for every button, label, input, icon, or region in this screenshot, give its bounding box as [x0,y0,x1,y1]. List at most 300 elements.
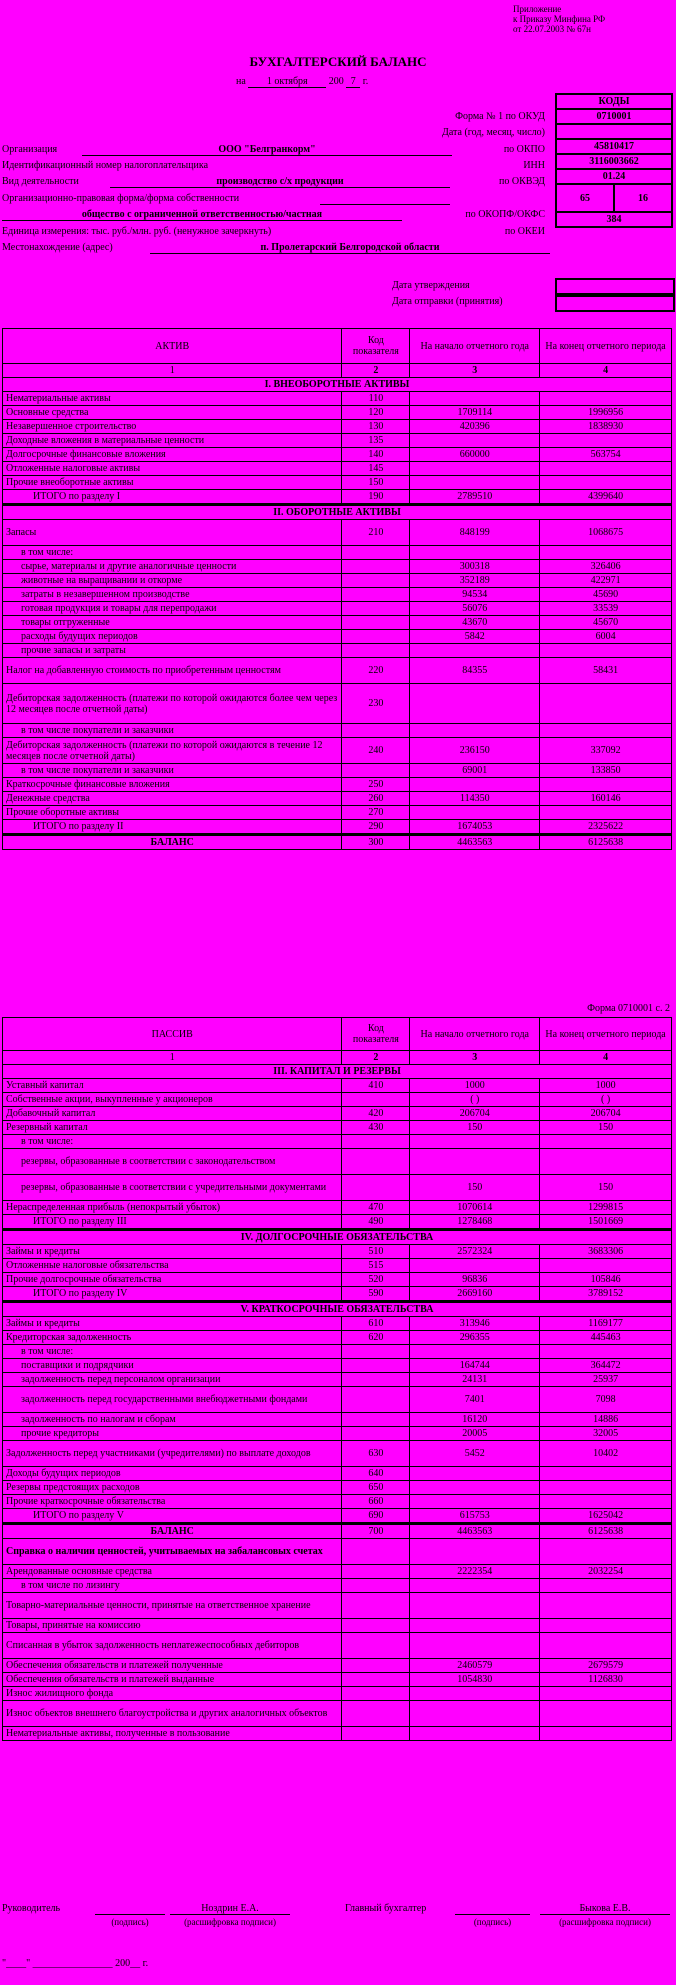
row-code [342,1149,410,1175]
date-prefix: на [236,76,246,87]
value-end: 14886 [540,1413,672,1427]
row-label: Займы и кредиты [3,1245,342,1259]
row-code: 515 [342,1259,410,1273]
row-code: 430 [342,1121,410,1135]
row-code: 150 [342,476,410,490]
col-header-end: На конец отчетного периода [540,1018,672,1051]
row-label: Обеспечения обязательств и платежей выданные [3,1673,342,1687]
table-row [3,1175,672,1201]
total-row [3,1509,672,1524]
table-row [3,658,672,684]
row-label: в том числе: [3,1135,342,1149]
value-begin [410,1593,540,1619]
row-label: в том числе: [3,1345,342,1359]
year-suffix: г. [362,76,369,87]
total-row [3,820,672,835]
value-end: 1000 [540,1079,672,1093]
value-end [540,1687,672,1701]
value-begin: 2572324 [410,1245,540,1259]
table-row [3,684,672,724]
row-label: ИТОГО по разделу II [3,820,342,835]
value-end [540,1701,672,1727]
row-code: 490 [342,1215,410,1230]
value-begin: 84355 [410,658,540,684]
total-row [3,1215,672,1230]
row-label: Товары, принятые на комиссию [3,1619,342,1633]
total-row [3,490,672,505]
value-end: 1996956 [540,406,672,420]
organization-name: ООО "Белгранкорм" [82,144,452,156]
row-label: резервы, образованные в соответствии с учредительными документами [3,1175,342,1201]
value-end: 326406 [540,560,672,574]
row-code [342,1687,410,1701]
col-header-code: Код показателя [342,1018,410,1051]
row-label: Справка о наличии ценностей, учитываемых на забалансовых счетах [3,1539,342,1565]
row-label: Добавочный капитал [3,1107,342,1121]
section-header-row [3,1302,672,1317]
value-begin: 2222354 [410,1565,540,1579]
appendix-note [513,4,605,34]
value-begin: 43670 [410,616,540,630]
row-label: Налог на добавленную стоимость по приобретенным ценностям [3,658,342,684]
row-code: 220 [342,658,410,684]
value-end: 45670 [540,616,672,630]
signature-date-line: "____" ________________ 200__ г. [2,1958,149,1969]
table-row [3,1701,672,1727]
row-label: Дебиторская задолженность (платежи по которой ожидаются более чем через 12 месяцев после отчетной даты) [3,684,342,724]
value-begin [410,1495,540,1509]
value-end [540,644,672,658]
row-code [342,588,410,602]
section-header-row [3,1230,672,1245]
row-code: 260 [342,792,410,806]
row-code: 270 [342,806,410,820]
row-code: 610 [342,1317,410,1331]
row-code: 290 [342,820,410,835]
row-label: в том числе покупатели и заказчики [3,724,342,738]
value-begin [410,644,540,658]
chief-label: Главный бухгалтер [345,1903,427,1914]
label-send-date: Дата отправки (принятия) [392,296,503,307]
value-end: 1068675 [540,520,672,546]
table-row [3,406,672,420]
col-num: 2 [342,364,410,378]
value-begin: 352189 [410,574,540,588]
value-end: 160146 [540,792,672,806]
col-num: 4 [540,364,672,378]
row-label: в том числе по лизингу [3,1579,342,1593]
value-begin: 1070614 [410,1201,540,1215]
table-row [3,764,672,778]
row-label: прочие запасы и затраты [3,644,342,658]
value-begin: 16120 [410,1413,540,1427]
value-begin [410,1701,540,1727]
table-row [3,420,672,434]
value-begin [410,476,540,490]
value-begin [410,1539,540,1565]
col-num: 1 [3,364,342,378]
row-label: Доходы будущих периодов [3,1467,342,1481]
value-end: 2032254 [540,1565,672,1579]
row-code: 470 [342,1201,410,1215]
col-num: 2 [342,1051,410,1065]
value-begin: 164744 [410,1359,540,1373]
value-end: 337092 [540,738,672,764]
table-row [3,434,672,448]
row-code: 120 [342,406,410,420]
row-label: Резервный капитал [3,1121,342,1135]
row-label: Кредиторская задолженность [3,1331,342,1345]
row-code: 620 [342,1331,410,1345]
value-end: 25937 [540,1373,672,1387]
value-begin: 2460579 [410,1659,540,1673]
row-label: резервы, образованные в соответствии с законодательством [3,1149,342,1175]
row-label: Прочие краткосрочные обязательства [3,1495,342,1509]
table-row [3,476,672,490]
code-okei: 384 [556,212,672,227]
value-end [540,476,672,490]
balance-row [3,1524,672,1539]
row-label: Дебиторская задолженность (платежи по которой ожидаются в течение 12 месяцев после отчетной даты) [3,738,342,764]
section-header-row [3,378,672,392]
value-end: 150 [540,1175,672,1201]
row-code: 190 [342,490,410,505]
value-begin: 2669160 [410,1287,540,1302]
value-begin [410,1727,540,1741]
col-header-code: Код показателя [342,329,410,364]
code-inn: 3116003662 [556,154,672,169]
row-label: Арендованные основные средства [3,1565,342,1579]
legal-form-value: общество с ограниченной ответственностью/частная [2,209,402,221]
row-code [342,574,410,588]
table-row [3,1633,672,1659]
value-begin: 20005 [410,1427,540,1441]
value-begin: 296355 [410,1331,540,1345]
row-code [342,560,410,574]
table-row [3,1107,672,1121]
value-end [540,1467,672,1481]
value-end: 45690 [540,588,672,602]
table-row [3,630,672,644]
col-num: 1 [3,1051,342,1065]
value-begin: 1709114 [410,406,540,420]
row-code [342,1727,410,1741]
row-label: Запасы [3,520,342,546]
table-row [3,392,672,406]
table-row [3,616,672,630]
row-code: 145 [342,462,410,476]
label-okopf: по ОКОПФ/ОКФС [465,209,545,220]
row-label: Денежные средства [3,792,342,806]
col-num: 3 [410,1051,540,1065]
value-end [540,1579,672,1593]
value-end: 1501669 [540,1215,672,1230]
approval-date-box [555,278,675,295]
label-date: Дата (год, месяц, число) [442,127,545,138]
row-code: 590 [342,1287,410,1302]
col-header-begin: На начало отчетного года [410,1018,540,1051]
value-begin: 69001 [410,764,540,778]
value-end: 1299815 [540,1201,672,1215]
value-end [540,778,672,792]
value-begin: 96836 [410,1273,540,1287]
row-code [342,1593,410,1619]
legal-form-line [320,204,450,205]
row-label: Резервы предстоящих расходов [3,1481,342,1495]
row-label: Отложенные налоговые активы [3,462,342,476]
value-begin [410,392,540,406]
table-row [3,602,672,616]
table-row [3,448,672,462]
row-code: 110 [342,392,410,406]
row-label: Прочие внеоборотные активы [3,476,342,490]
row-code: 690 [342,1509,410,1524]
balance-year: 7 [346,76,360,88]
row-code: 700 [342,1524,410,1539]
value-end: 2679579 [540,1659,672,1673]
label-okei: по ОКЕИ [504,226,545,237]
year-prefix: 200 [328,76,344,87]
row-code: 230 [342,684,410,724]
code-okud: 0710001 [556,109,672,124]
value-end: 364472 [540,1359,672,1373]
table-row [3,778,672,792]
liabilities-table [2,1017,672,1741]
table-row [3,1093,672,1107]
value-begin: 56076 [410,602,540,616]
section-header-row [3,505,672,520]
code-date [556,124,672,139]
section-title: II. ОБОРОТНЫЕ АКТИВЫ [3,505,672,520]
table-row [3,1481,672,1495]
value-end: 58431 [540,658,672,684]
row-label: расходы будущих периодов [3,630,342,644]
table-row [3,1673,672,1687]
row-label: Собственные акции, выкупленные у акционеров [3,1093,342,1107]
value-begin [410,1687,540,1701]
value-end: 422971 [540,574,672,588]
row-label: Доходные вложения в материальные ценности [3,434,342,448]
table-row [3,1593,672,1619]
form-continuation: Форма 0710001 с. 2 [587,1003,670,1014]
row-label: Прочие долгосрочные обязательства [3,1273,342,1287]
row-code: 240 [342,738,410,764]
value-end [540,546,672,560]
value-end: 1169177 [540,1317,672,1331]
total-row [3,1287,672,1302]
page-title: БУХГАЛТЕРСКИЙ БАЛАНС [249,54,427,69]
row-label: ИТОГО по разделу III [3,1215,342,1230]
table-row [3,1317,672,1331]
value-end [540,1259,672,1273]
value-begin [410,1619,540,1633]
row-label: Износ объектов внешнего благоустройства и других аналогичных объектов [3,1701,342,1727]
row-label: Товарно-материальные ценности, принятые на ответственное хранение [3,1593,342,1619]
row-code [342,1373,410,1387]
row-code [342,602,410,616]
row-code [342,616,410,630]
row-code [342,1565,410,1579]
row-code [342,1359,410,1373]
value-begin: 4463563 [410,1524,540,1539]
value-begin: 1674053 [410,820,540,835]
appendix-line-1: Приложение [513,4,562,14]
table-row [3,806,672,820]
row-code [342,1673,410,1687]
value-end: 1838930 [540,420,672,434]
row-code: 650 [342,1481,410,1495]
table-row [3,1273,672,1287]
row-code: 640 [342,1467,410,1481]
code-okved: 01.24 [556,169,672,184]
value-end: 206704 [540,1107,672,1121]
label-organization: Организация [2,144,58,155]
row-code [342,1701,410,1727]
value-end [540,724,672,738]
value-end: 6125638 [540,835,672,850]
row-code: 510 [342,1245,410,1259]
value-begin [410,462,540,476]
value-end [540,1619,672,1633]
value-end: 133850 [540,764,672,778]
value-begin [410,434,540,448]
value-end: 3789152 [540,1287,672,1302]
value-end [540,806,672,820]
row-label: Прочие оборотные активы [3,806,342,820]
assets-table [2,328,672,850]
value-begin: 7401 [410,1387,540,1413]
row-label: Основные средства [3,406,342,420]
table-row [3,1373,672,1387]
value-begin: 300318 [410,560,540,574]
value-end [540,462,672,476]
row-label: в том числе покупатели и заказчики [3,764,342,778]
table-row [3,1079,672,1093]
value-begin: 1278468 [410,1215,540,1230]
row-code [342,1175,410,1201]
row-label: задолженность по налогам и сборам [3,1413,342,1427]
address-value: п. Пролетарский Белгородской области [150,242,550,254]
row-code [342,764,410,778]
row-label: готовая продукция и товары для перепродажи [3,602,342,616]
value-end: 150 [540,1121,672,1135]
label-okpo: по ОКПО [503,144,545,155]
chief-sig-caption: (подпись) [473,1917,512,1927]
table-row [3,1427,672,1441]
row-label: поставщики и подрядчики [3,1359,342,1373]
row-label: сырье, материалы и другие аналогичные ценности [3,560,342,574]
balance-date-line [236,76,368,88]
value-begin: 5842 [410,630,540,644]
value-end [540,1495,672,1509]
section-title: III. КАПИТАЛ И РЕЗЕРВЫ [3,1065,672,1079]
row-label: Уставный капитал [3,1079,342,1093]
table-row [3,546,672,560]
row-label: ИТОГО по разделу IV [3,1287,342,1302]
table-row [3,1331,672,1345]
table-row [3,1345,672,1359]
row-code [342,1413,410,1427]
value-begin [410,1345,540,1359]
row-label: Долгосрочные финансовые вложения [3,448,342,462]
code-okfs: 16 [614,184,672,212]
table-row [3,644,672,658]
value-end: ( ) [540,1093,672,1107]
codes-table [555,93,673,228]
table-row [3,1659,672,1673]
code-okopf: 65 [556,184,614,212]
col-header-asset: АКТИВ [3,329,342,364]
value-end: 6004 [540,630,672,644]
table-row [3,1149,672,1175]
value-begin: ( ) [410,1093,540,1107]
section-title: V. КРАТКОСРОЧНЫЕ ОБЯЗАТЕЛЬСТВА [3,1302,672,1317]
row-code: 420 [342,1107,410,1121]
row-label: задолженность перед государственными внебюджетными фондами [3,1387,342,1413]
value-begin: 313946 [410,1317,540,1331]
table-row [3,1565,672,1579]
label-activity: Вид деятельности [2,176,79,187]
value-begin: 848199 [410,520,540,546]
row-code: 130 [342,420,410,434]
value-begin: 5452 [410,1441,540,1467]
row-label: Списанная в убыток задолженность неплатежеспособных дебиторов [3,1633,342,1659]
value-end: 445463 [540,1331,672,1345]
value-end: 32005 [540,1427,672,1441]
row-code [342,724,410,738]
table-row [3,1245,672,1259]
row-code [342,630,410,644]
value-end: 6125638 [540,1524,672,1539]
label-inn: ИНН [523,160,545,171]
row-label: Краткосрочные финансовые вложения [3,778,342,792]
value-begin [410,724,540,738]
value-end [540,1149,672,1175]
row-label: БАЛАНС [3,1524,342,1539]
col-header-begin: На начало отчетного года [410,329,540,364]
table-row [3,1619,672,1633]
value-end [540,684,672,724]
row-label: затраты в незавершенном производстве [3,588,342,602]
value-begin [410,778,540,792]
activity-value: производство с/х продукции [110,176,450,188]
col-header-liability: ПАССИВ [3,1018,342,1051]
row-label: Нематериальные активы, полученные в пользование [3,1727,342,1741]
row-code [342,1633,410,1659]
value-end [540,1481,672,1495]
col-header-end: На конец отчетного периода [540,329,672,364]
table-row [3,1441,672,1467]
row-code [342,1345,410,1359]
table-row [3,462,672,476]
row-code: 140 [342,448,410,462]
chief-signature-line [455,1914,530,1915]
value-begin: 206704 [410,1107,540,1121]
value-end [540,1633,672,1659]
value-end: 3683306 [540,1245,672,1259]
value-begin: 1000 [410,1079,540,1093]
value-begin: 150 [410,1175,540,1201]
row-code [342,1427,410,1441]
value-begin: 615753 [410,1509,540,1524]
value-begin: 660000 [410,448,540,462]
label-okud: Форма № 1 по ОКУД [455,111,545,122]
value-end [540,1135,672,1149]
value-begin [410,1149,540,1175]
row-label: Нераспределенная прибыль (непокрытый убыток) [3,1201,342,1215]
section-title: IV. ДОЛГОСРОЧНЫЕ ОБЯЗАТЕЛЬСТВА [3,1230,672,1245]
send-date-box [555,295,675,312]
